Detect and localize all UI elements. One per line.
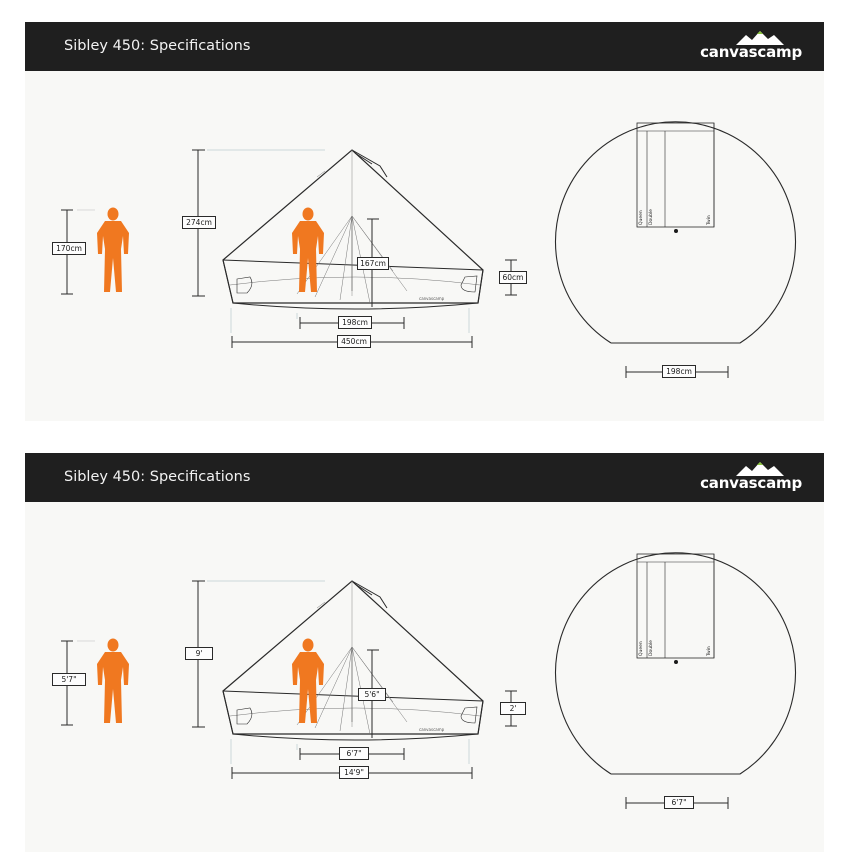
page-title: Sibley 450: Specifications	[64, 469, 251, 485]
bed-double-label: Double	[649, 209, 654, 225]
diagram-area	[25, 71, 824, 421]
tent-height-label: 9'	[185, 647, 213, 660]
bed-double-label: Double	[649, 640, 654, 656]
person-height-label: 5'7"	[52, 673, 86, 686]
door-height-label: 167cm	[357, 257, 389, 270]
diagram-area	[25, 502, 824, 852]
bed-twin-label: Twin	[707, 646, 712, 656]
brand-logo[interactable]	[692, 35, 802, 61]
door-height-label: 5'6"	[358, 688, 386, 701]
tent-height-label: 274cm	[182, 216, 216, 229]
page-title: Sibley 450: Specifications	[64, 38, 251, 54]
wall-height-label: 2'	[500, 702, 526, 715]
spec-panel-imperial	[25, 453, 824, 852]
brand-name: canvascamp	[700, 474, 802, 492]
bed-queen-label: Queen	[639, 641, 644, 656]
floor-door-width-label: 198cm	[662, 365, 696, 378]
spec-panel-metric	[25, 22, 824, 421]
brand-name: canvascamp	[700, 43, 802, 61]
person-height-label: 170cm	[52, 242, 86, 255]
svg-text:canvascamp: canvascamp	[419, 727, 445, 732]
svg-text:canvascamp: canvascamp	[419, 296, 445, 301]
bed-queen-label: Queen	[639, 210, 644, 225]
panel-header	[25, 22, 824, 71]
diameter-label: 14'9"	[339, 766, 369, 779]
diameter-label: 450cm	[337, 335, 371, 348]
door-width-label: 198cm	[338, 316, 372, 329]
door-width-label: 6'7"	[339, 747, 369, 760]
brand-logo[interactable]	[692, 466, 802, 492]
tent-diagram	[25, 71, 824, 421]
tent-diagram	[25, 502, 824, 852]
floor-door-width-label: 6'7"	[664, 796, 694, 809]
wall-height-label: 60cm	[499, 271, 527, 284]
panel-header	[25, 453, 824, 502]
bed-twin-label: Twin	[707, 215, 712, 225]
